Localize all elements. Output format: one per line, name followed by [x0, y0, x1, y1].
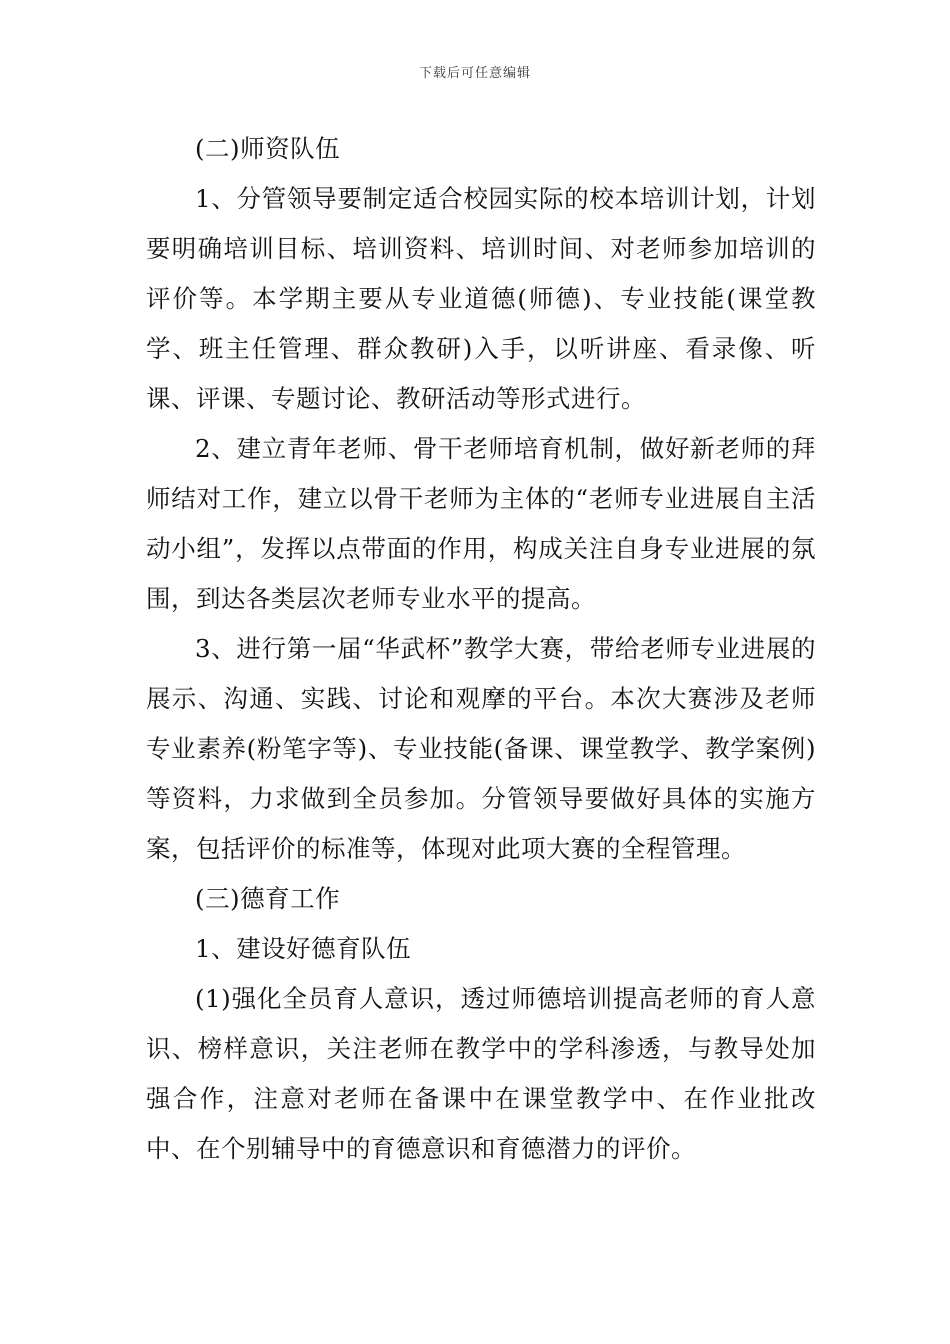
document-body [146, 124, 816, 1174]
paragraph-teaching-contest: 3、进行第一届“华武杯”教学大赛，带给老师专业进展的展示、沟通、实践、讨论和观摩的平台。本次大赛涉及老师专业素养(粉笔字等)、专业技能(备课、课堂教学、教学案例)等资料，力求做到全员参加。分管领导要做好具体的实施方案，包括评价的标准等，体现对此项大赛的全程管理。 [146, 634, 816, 863]
section-heading-teachers: (二)师资队伍 [195, 134, 341, 163]
paragraph-mentoring: 2、建立青年老师、骨干老师培育机制，做好新老师的拜师结对工作，建立以骨干老师为主体的“老师专业进展自主活动小组”，发挥以点带面的作用，构成关注自身专业进展的氛围，到达各类层次老师专业水平的提高。 [146, 434, 816, 613]
paragraph-training-plan: 1、分管领导要制定适合校园实际的校本培训计划，计划要明确培训目标、培训资料、培训时间、对老师参加培训的评价等。本学期主要从专业道德(师德)、专业技能(课堂教学、班主任管理、群众教研)入手，以听讲座、看录像、听课、评课、专题讨论、教研活动等形式进行。 [146, 184, 816, 413]
paragraph-education-awareness: (1)强化全员育人意识，透过师德培训提高老师的育人意识、榜样意识，关注老师在教学中的学科渗透，与教导处加强合作，注意对老师在备课中在课堂教学中、在作业批改中、在个别辅导中的育德意识和育德潜力的评价。 [146, 984, 816, 1163]
subheading-moral-team: 1、建设好德育队伍 [195, 934, 412, 963]
page-header-note: 下载后可任意编辑 [418, 66, 531, 81]
section-heading-moral-education: (三)德育工作 [195, 884, 341, 913]
